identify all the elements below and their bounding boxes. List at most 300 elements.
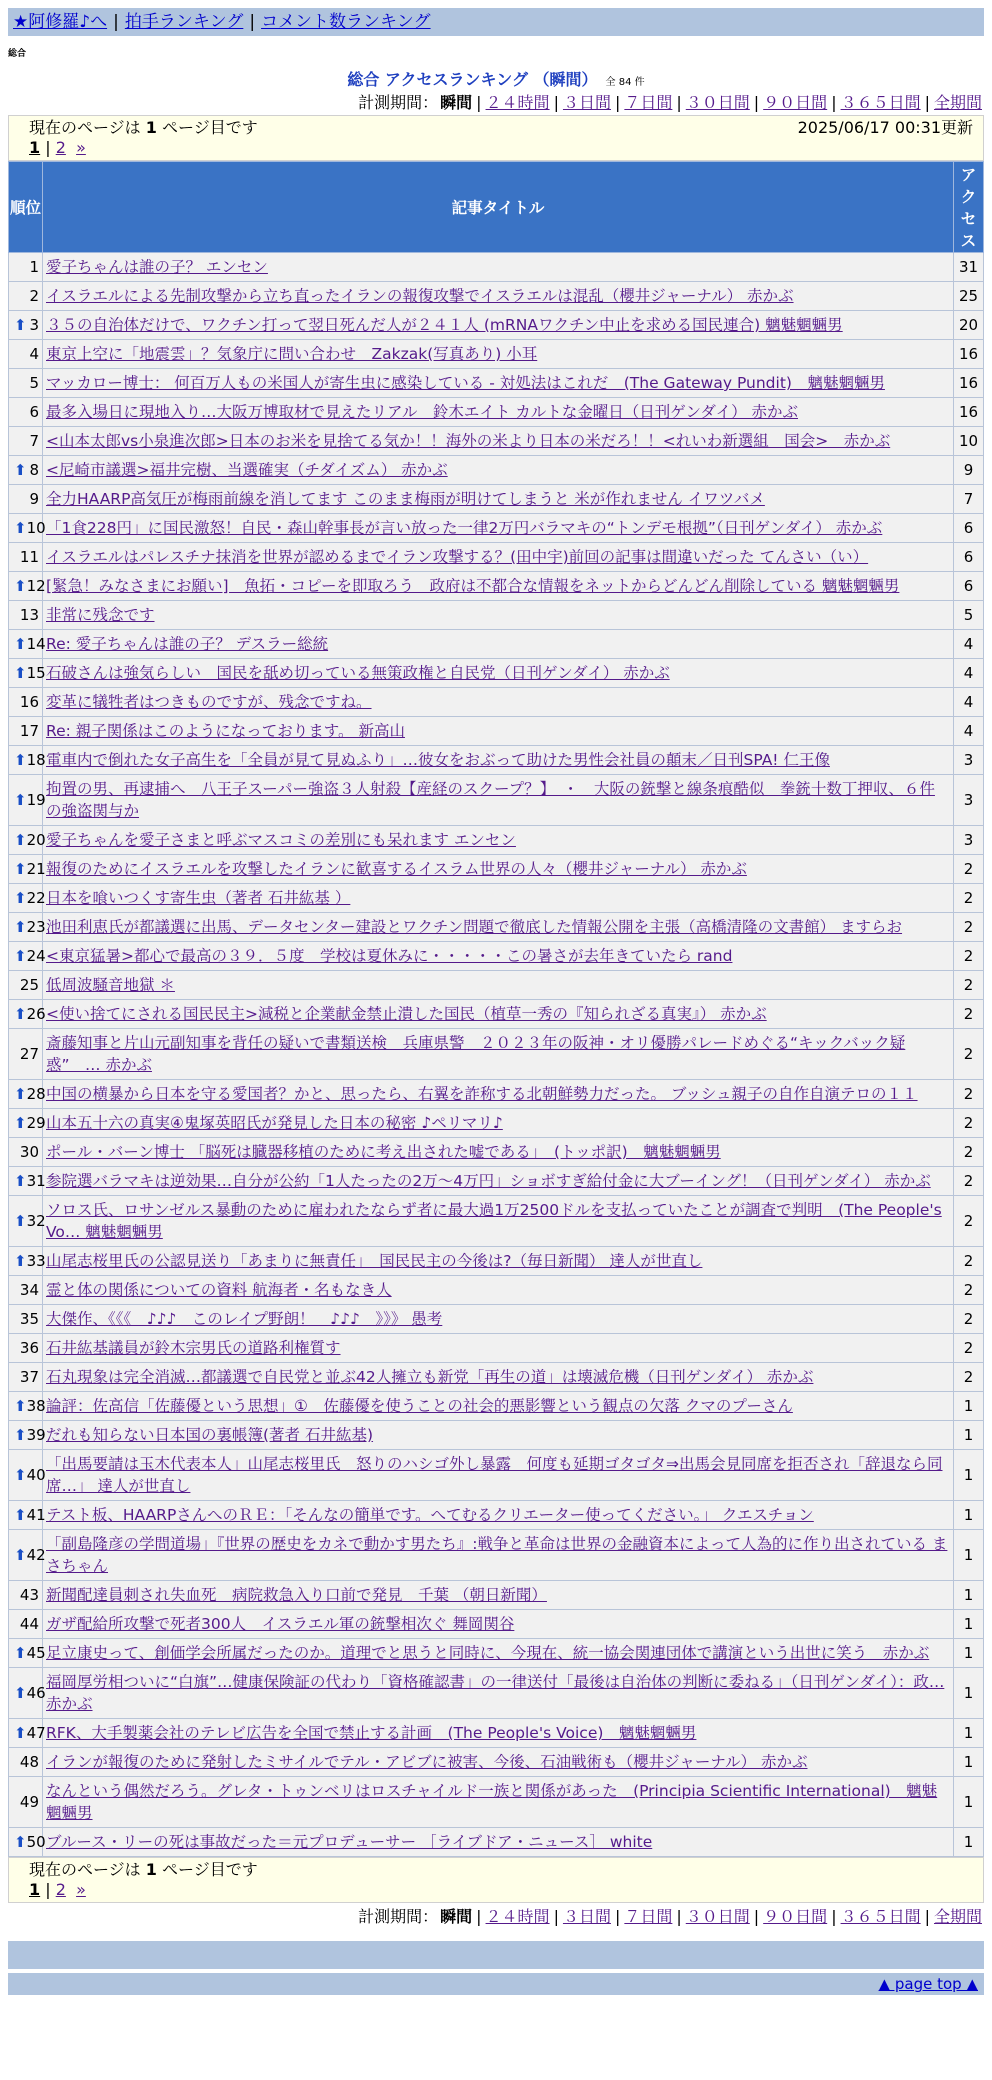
rank-number: 10 [26, 519, 46, 537]
table-row [9, 398, 984, 427]
article-link[interactable]: なんという偶然だろう。グレタ・トゥンベリはロスチャイルド一族と関係があった (Principia Scientific International) 魑魅魍魎男 [46, 1782, 938, 1822]
rank-number: 6 [29, 403, 39, 421]
access-count: 4 [954, 659, 984, 688]
rank-up-arrow-icon: ⬆ [14, 918, 27, 936]
rank-cell [9, 1610, 43, 1639]
table-row [9, 1748, 984, 1777]
rank-cell [9, 1080, 46, 1109]
period-separator: | [753, 1907, 760, 1926]
article-link[interactable]: イスラエルによる先制攻撃から立ち直ったイランの報復攻撃でイスラエルは混乱（櫻井ジャーナル） 赤かぶ [46, 287, 794, 305]
period-separator: | [831, 1907, 837, 1926]
access-count: 2 [954, 1363, 984, 1392]
article-link[interactable]: ソロス氏、ロサンゼルス暴動のために雇われたならず者に最大過1万2500ドルを支払っていたことが調査で判明 (The People's Vo… 魑魅魍魎男 [46, 1201, 942, 1241]
rank-cell [9, 942, 46, 971]
period-link[interactable]: ３６５日間 [840, 93, 921, 112]
rank-up-arrow-icon: ⬆ [14, 664, 27, 682]
article-link[interactable]: 足立康史って、創価学会所属だったのか。道理でと思うと同時に、今現在、統一協会関連団体で講演という出世に笑う 赤かぶ [46, 1644, 930, 1662]
pager-next[interactable]: » [76, 1880, 86, 1899]
rank-up-arrow-icon: ⬆ [14, 1252, 27, 1270]
article-link[interactable]: 最多入場日に現地入り…大阪万博取材で見えたリアル 鈴木エイト カルトな金曜日（日刊ゲンダイ） 赤かぶ [46, 403, 798, 421]
nav-separator: | [113, 12, 119, 32]
page-top-link[interactable]: ▲ page top ▲ [878, 1975, 978, 1993]
period-label: 計測期間： [358, 93, 439, 112]
rank-cell [9, 1530, 46, 1581]
article-link[interactable]: 中国の横暴から日本を守る愛国者？かと、思ったら、右翼を詐称する北朝鮮勢力だった。 ブッシュ親子の自作自演テロの１１ [46, 1085, 918, 1103]
rank-cell [9, 514, 46, 543]
pager: 1 | 2 » [29, 138, 86, 157]
access-count: 2 [954, 855, 984, 884]
rank-cell [9, 1305, 43, 1334]
rank-number: 20 [26, 831, 46, 849]
article-link[interactable]: ポール・バーン博士 「脳死は臓器移植のために考え出された嘘である」 (トッポ訳) 魑魅魍魎男 [46, 1143, 721, 1161]
table-row [9, 1029, 984, 1080]
period-current: 瞬間 [440, 1907, 473, 1926]
table-row [9, 1247, 984, 1276]
access-count: 4 [954, 630, 984, 659]
rank-up-arrow-icon: ⬆ [14, 1085, 27, 1103]
table-row [9, 1610, 984, 1639]
rank-number: 41 [26, 1506, 46, 1524]
rank-cell [9, 1167, 46, 1196]
article-link[interactable]: ブルース・リーの死は事故だった＝元プロデューサー ［ライブドア・ニュース］ white [46, 1833, 653, 1851]
table-row [9, 971, 984, 1000]
table-row [9, 1719, 984, 1748]
pager-current: 1 [29, 1880, 41, 1899]
table-row [9, 775, 984, 826]
updated-timestamp: 2025/06/17 00:31更新 [797, 118, 973, 137]
table-row [9, 427, 984, 456]
table-row [9, 1109, 984, 1138]
title-cell [43, 1581, 954, 1610]
period-link[interactable]: 全期間 [933, 1907, 982, 1926]
rank-cell [9, 826, 46, 855]
access-count: 2 [954, 913, 984, 942]
table-row [9, 1392, 984, 1421]
table-row [9, 1639, 984, 1668]
article-link[interactable]: 拘置の男、再逮捕へ 八王子スーパー強盗３人射殺【産経のスクープ？】 ・ 大阪の銃撃と線条痕酷似 拳銃十数丁押収、６件の強盗関与か [46, 780, 935, 820]
period-separator: | [924, 1907, 930, 1926]
period-link[interactable]: ２４時間 [485, 93, 550, 112]
rank-up-arrow-icon: ⬆ [14, 1644, 27, 1662]
article-link[interactable]: 報復のためにイスラエルを攻撃したイランに歓喜するイスラム世界の人々（櫻井ジャーナル） 赤かぶ [46, 860, 747, 878]
rank-up-arrow-icon: ⬆ [14, 1212, 27, 1230]
title-cell [43, 1167, 954, 1196]
article-link[interactable]: 参院選バラマキは逆効果…自分が公約「1人たったの2万～4万円」ショボすぎ給付金に大ブーイング！（日刊ゲンダイ） 赤かぶ [46, 1172, 931, 1190]
rank-cell [9, 1581, 43, 1610]
page-indicator-number: 1 [145, 1860, 157, 1879]
article-link[interactable]: ガザ配給所攻撃で死者300人 イスラエル軍の銃撃相次ぐ 舞岡関谷 [46, 1615, 515, 1633]
article-link[interactable]: 「1食228円」に国民激怒！自民・森山幹事長が言い放った一律2万円バラマキの“トンデモ根拠”（日刊ゲンダイ） 赤かぶ [46, 519, 883, 537]
access-count: 2 [954, 1276, 984, 1305]
title-cell [43, 1029, 954, 1080]
table-row [9, 1530, 984, 1581]
rank-number: 5 [29, 374, 39, 392]
article-link[interactable]: 電車内で倒れた女子高生を「全員が見て見ぬふり」…彼女をおぶって助けた男性会社員の顛末／日刊SPA! 仁王像 [46, 751, 830, 769]
rank-number: 16 [19, 693, 39, 711]
table-row [9, 1421, 984, 1450]
access-count: 1 [954, 1777, 984, 1828]
rank-cell [9, 717, 43, 746]
rank-up-arrow-icon: ⬆ [14, 751, 27, 769]
page-indicator-suffix: ページ目です [162, 1860, 258, 1879]
rank-cell [9, 1334, 43, 1363]
title-cell [43, 427, 954, 456]
rank-cell [9, 601, 43, 630]
ranking-table [8, 161, 984, 1857]
rank-cell [9, 1000, 46, 1029]
rank-cell [9, 1639, 46, 1668]
article-link[interactable]: 山尾志桜里氏の公認見送り「あまりに無責任」 国民民主の今後は?（毎日新聞） 達人が世直し [46, 1252, 703, 1270]
table-row [9, 1334, 984, 1363]
rank-number: 39 [26, 1426, 46, 1444]
rank-cell [9, 1196, 46, 1247]
rank-up-arrow-icon: ⬆ [14, 635, 27, 653]
title-cell [43, 688, 954, 717]
rank-number: 29 [26, 1114, 46, 1132]
period-link[interactable]: ９０日間 [763, 1907, 828, 1926]
rank-number: 46 [26, 1684, 46, 1702]
table-row [9, 282, 984, 311]
table-row [9, 543, 984, 572]
rank-cell [9, 746, 46, 775]
nav-applause-ranking-link[interactable]: 拍手ランキング [124, 12, 244, 32]
page-indicator-prefix: 現在のページは [29, 118, 141, 137]
rank-up-arrow-icon: ⬆ [14, 947, 27, 965]
article-link[interactable]: 斎藤知事と片山元副知事を背任の疑いで書類送検 兵庫県警 ２０２３年の阪神・オリ優勝パレードめぐる“キックバック疑惑” … 赤かぶ [46, 1034, 906, 1074]
rank-number: 48 [19, 1753, 39, 1771]
article-link[interactable]: 新聞配達員刺され失血死 病院救急入り口前で発見 千葉 （朝日新聞） [46, 1586, 547, 1604]
title-cell [43, 398, 954, 427]
rank-up-arrow-icon: ⬆ [14, 461, 27, 479]
period-separator: | [924, 93, 930, 112]
access-count: 6 [954, 572, 984, 601]
rank-cell [9, 1777, 43, 1828]
article-link[interactable]: 全力HAARP高気圧が梅雨前線を消してます このまま梅雨が明けてしまうと 米が作れません イワツバメ [46, 490, 765, 508]
rank-number: 33 [26, 1252, 46, 1270]
access-count: 2 [954, 1109, 984, 1138]
rank-cell [9, 1828, 46, 1857]
article-link[interactable]: マッカロー博士： 何百万人もの米国人が寄生虫に感染している - 対処法はこれだ (The Gateway Pundit) 魑魅魍魎男 [46, 374, 885, 392]
period-link[interactable]: ２４時間 [485, 1907, 550, 1926]
access-count: 1 [954, 1392, 984, 1421]
period-separator: | [831, 93, 837, 112]
rank-up-arrow-icon: ⬆ [14, 831, 27, 849]
title-cell [43, 1392, 954, 1421]
table-row [9, 456, 984, 485]
rank-cell [9, 427, 43, 456]
table-row [9, 1276, 984, 1305]
article-link[interactable]: 低周波騒音地獄 ＊ [46, 976, 175, 994]
rank-number: 2 [29, 287, 39, 305]
table-row [9, 826, 984, 855]
article-link[interactable]: 日本を喰いつくす寄生虫（著者 石井紘基 ） [46, 889, 351, 907]
rank-up-arrow-icon: ⬆ [14, 519, 27, 537]
title-cell [43, 253, 954, 282]
table-row [9, 1167, 984, 1196]
access-count: 1 [954, 1828, 984, 1857]
article-link[interactable]: ３５の自治体だけで、ワクチン打って翌日死んだ人が２４１人 (mRNAワクチン中止を求める国民連合) 魑魅魍魎男 [46, 316, 843, 334]
rank-number: 12 [26, 577, 46, 595]
title-cell [43, 1138, 954, 1167]
title-cell [43, 659, 954, 688]
article-link[interactable]: テスト板、HAARPさんへのＲＥ：「そんなの簡単です。へてむるクリエーター使ってください。」 クエスチョン [46, 1506, 814, 1524]
article-link[interactable]: 石井紘基議員が鈴木宗男氏の道路利権質す [46, 1339, 341, 1357]
rank-number: 42 [26, 1546, 46, 1564]
table-row [9, 253, 984, 282]
article-link[interactable]: Re: 愛子ちゃんは誰の子？ デスラー総統 [46, 635, 329, 653]
title-cell [43, 456, 954, 485]
article-link[interactable]: 論評：佐高信「佐藤優という思想」① 佐藤優を使うことの社会的悪影響という観点の欠落 クマのプーさん [46, 1397, 793, 1415]
article-link[interactable]: <山本太郎vs小泉進次郎>日本のお米を見捨てる気か！！海外の米より日本の米だろ！！<れいわ新選組 国会> 赤かぶ [46, 432, 891, 450]
table-row [9, 601, 984, 630]
period-link[interactable]: ３日間 [562, 1907, 611, 1926]
article-link[interactable]: イスラエルはパレスチナ抹消を世界が認めるまでイラン攻撃する？(田中宇)前回の記事は間違いだった てんさい（い） [46, 548, 869, 566]
nav-comment-ranking-link[interactable]: コメント数ランキング [261, 12, 431, 32]
article-link[interactable]: <使い捨てにされる国民民主>減税と企業献金禁止潰した国民（植草一秀の『知られざる真実』） 赤かぶ [46, 1005, 767, 1023]
title-cell [43, 913, 954, 942]
pager-page-2[interactable]: 2 [55, 138, 66, 157]
page-info-bottom [8, 1857, 984, 1903]
article-link[interactable]: 福岡厚労相ついに“白旗”…健康保険証の代わり「資格確認書」の一律送付「最後は自治体の判断に委ねる」（日刊ゲンダイ）：政… 赤かぶ [46, 1673, 945, 1713]
title-cell [43, 971, 954, 1000]
table-row [9, 1080, 984, 1109]
title-cell [43, 1501, 954, 1530]
rank-number: 35 [19, 1310, 39, 1328]
header-rank: 順位 [9, 162, 43, 253]
table-row [9, 884, 984, 913]
article-link[interactable]: [緊急！みなさまにお願い] 魚拓・コピーを即取ろう 政府は不都合な情報をネットからどんどん削除している 魑魅魍魎男 [46, 577, 900, 595]
rank-number: 9 [29, 490, 39, 508]
title-cell [43, 1777, 954, 1828]
access-count: 5 [954, 601, 984, 630]
rank-number: 4 [29, 345, 39, 363]
title-cell [43, 942, 954, 971]
access-count: 1 [954, 1501, 984, 1530]
table-row [9, 913, 984, 942]
nav-home-link[interactable]: ★阿修羅♪へ [13, 12, 108, 32]
rank-number: 14 [26, 635, 46, 653]
rank-number: 13 [19, 606, 39, 624]
access-count: 4 [954, 688, 984, 717]
rank-number: 23 [26, 918, 46, 936]
access-count: 2 [954, 1000, 984, 1029]
title-cell [43, 485, 954, 514]
pager-current: 1 [29, 138, 41, 157]
rank-cell [9, 775, 46, 826]
title-cell [43, 1276, 954, 1305]
title-cell [43, 572, 954, 601]
rank-up-arrow-icon: ⬆ [14, 1506, 27, 1524]
access-count: 10 [954, 427, 984, 456]
title-cell [43, 826, 954, 855]
table-row [9, 1450, 984, 1501]
rank-up-arrow-icon: ⬆ [14, 1833, 27, 1851]
access-count: 3 [954, 746, 984, 775]
period-link[interactable]: ３日間 [562, 93, 611, 112]
table-row [9, 1501, 984, 1530]
header-access: アクセス [954, 162, 984, 253]
rank-number: 36 [19, 1339, 39, 1357]
page-indicator-number: 1 [145, 118, 157, 137]
access-count: 16 [954, 398, 984, 427]
pager-page-2[interactable]: 2 [55, 1880, 66, 1899]
period-separator: | [553, 1907, 559, 1926]
title-cell [43, 717, 954, 746]
access-count: 1 [954, 1450, 984, 1501]
article-link[interactable]: 石破さんは強気らしい 国民を舐め切っている無策政権と自民党（日刊ゲンダイ） 赤かぶ [46, 664, 670, 682]
article-link[interactable]: 変革に犠牲者はつきものですが、残念ですね。 [46, 693, 372, 711]
table-row [9, 1305, 984, 1334]
period-separator: | [553, 93, 559, 112]
rank-cell [9, 1029, 43, 1080]
rank-number: 18 [26, 751, 46, 769]
rank-number: 30 [19, 1143, 39, 1161]
page-title [8, 67, 984, 90]
rank-up-arrow-icon: ⬆ [14, 1724, 27, 1742]
rank-cell [9, 1392, 46, 1421]
access-count: 2 [954, 1196, 984, 1247]
title-cell [43, 1109, 954, 1138]
title-cell [43, 1196, 954, 1247]
rank-up-arrow-icon: ⬆ [14, 1172, 27, 1190]
rank-cell [9, 855, 46, 884]
rank-cell [9, 340, 43, 369]
access-count: 2 [954, 1138, 984, 1167]
rank-cell [9, 543, 43, 572]
rank-number: 47 [26, 1724, 46, 1742]
access-count: 1 [954, 1748, 984, 1777]
access-count: 6 [954, 514, 984, 543]
rank-number: 32 [26, 1212, 46, 1230]
table-row [9, 1196, 984, 1247]
article-link[interactable]: 石丸現象は完全消滅…都議選で自民党と並ぶ42人擁立も新党「再生の道」は壊滅危機（日刊ゲンダイ） 赤かぶ [46, 1368, 814, 1386]
article-link[interactable]: RFK、大手製薬会社のテレビ広告を全国で禁止する計画 (The People's Voice) 魑魅魍魎男 [46, 1724, 697, 1742]
rank-number: 27 [19, 1045, 39, 1063]
article-link[interactable]: 東京上空に「地震雲」？気象庁に問い合わせ Zakzak(写真あり) 小耳 [46, 345, 538, 363]
article-link[interactable]: 山本五十六の真実④鬼塚英昭氏が発見した日本の秘密 ♪ペリマリ♪ [46, 1114, 503, 1132]
table-row [9, 369, 984, 398]
article-link[interactable]: 霊と体の関係についての資料 航海者・名もなき人 [46, 1281, 392, 1299]
rank-cell [9, 913, 46, 942]
rank-number: 3 [29, 316, 39, 334]
access-count: 1 [954, 1421, 984, 1450]
rank-cell [9, 659, 46, 688]
rank-cell [9, 456, 43, 485]
table-row [9, 572, 984, 601]
rank-number: 11 [19, 548, 39, 566]
period-selector [8, 1907, 984, 1927]
pager: 1 | 2 » [29, 1880, 86, 1899]
access-count: 1 [954, 1581, 984, 1610]
article-link[interactable]: 「出馬要請は玉木代表本人」山尾志桜里氏 怒りのハシゴ外し暴露 何度も延期ゴタゴタ⇒出馬会見同席を拒否され「辞退なら同席…」 達人が世直し [46, 1455, 943, 1495]
ranking-header-row [9, 162, 984, 253]
period-link[interactable]: ３０日間 [685, 1907, 750, 1926]
rank-number: 49 [19, 1793, 39, 1811]
title-cell [43, 1305, 954, 1334]
article-link[interactable]: <東京猛暑>都心で最高の３９．５度 学校は夏休みに・・・・・この暑さが去年きていたら rand [46, 947, 733, 965]
rank-cell [9, 311, 43, 340]
rank-cell [9, 253, 43, 282]
rank-up-arrow-icon: ⬆ [14, 1426, 27, 1444]
period-link[interactable]: ７日間 [624, 93, 673, 112]
article-link[interactable]: だれも知らない日本国の裏帳簿(著者 石井紘基) [46, 1426, 374, 1444]
rank-number: 37 [19, 1368, 39, 1386]
period-link[interactable]: ９０日間 [763, 93, 828, 112]
title-cell [43, 1748, 954, 1777]
rank-up-arrow-icon: ⬆ [14, 1005, 27, 1023]
rank-cell [9, 282, 43, 311]
title-cell [43, 1247, 954, 1276]
article-link[interactable]: 「副島隆彦の学問道場」『世界の歴史をカネで動かす男たち』:戦争と革命は世界の金融資本によって人為的に作り出されている まさちゃん [46, 1535, 948, 1575]
rank-number: 44 [19, 1615, 39, 1633]
title-cell [43, 340, 954, 369]
period-current: 瞬間 [440, 93, 473, 112]
rank-cell [9, 630, 46, 659]
table-row [9, 311, 984, 340]
table-row [9, 1363, 984, 1392]
period-separator: | [676, 93, 682, 112]
title-cell [43, 1363, 954, 1392]
article-link[interactable]: <尼崎市議選>福井完樹、当選確実（チダイズム） 赤かぶ [46, 461, 448, 479]
article-link[interactable]: 池田利恵氏が都議選に出馬、データセンター建設とワクチン問題で徹底した情報公開を主張（高橋清隆の文書館） ますらお [46, 918, 903, 936]
period-separator: | [753, 93, 760, 112]
access-count: 2 [954, 1305, 984, 1334]
rank-number: 50 [26, 1833, 46, 1851]
article-link[interactable]: Re: 親子関係はこのようになっております。 新高山 [46, 722, 405, 740]
period-link[interactable]: 全期間 [933, 93, 982, 112]
rank-number: 1 [29, 258, 39, 276]
access-count: 2 [954, 971, 984, 1000]
article-link[interactable]: 愛子ちゃんは誰の子？ エンセン [46, 258, 268, 276]
table-row [9, 514, 984, 543]
table-row [9, 485, 984, 514]
period-link[interactable]: ３６５日間 [840, 1907, 921, 1926]
title-cell [43, 1639, 954, 1668]
rank-number: 19 [26, 791, 46, 809]
page-info-top [8, 115, 984, 161]
access-count: 1 [954, 1639, 984, 1668]
rank-cell [9, 1719, 46, 1748]
access-count: 2 [954, 1080, 984, 1109]
title-cell [43, 1450, 954, 1501]
footer-bar [8, 1941, 984, 1969]
table-row [9, 1000, 984, 1029]
pager-next[interactable]: » [76, 138, 86, 157]
access-count: 16 [954, 340, 984, 369]
period-link[interactable]: ７日間 [624, 1907, 673, 1926]
rank-cell [9, 1247, 46, 1276]
table-row [9, 717, 984, 746]
article-link[interactable]: 非常に残念です [46, 606, 155, 624]
title-cell [43, 1719, 954, 1748]
nav-separator: | [249, 12, 256, 32]
total-count: 全 84 件 [605, 77, 645, 88]
period-link[interactable]: ３０日間 [685, 93, 750, 112]
access-count: 2 [954, 1167, 984, 1196]
title-cell [43, 601, 954, 630]
page-title-text: 総合 アクセスランキング （瞬間） [347, 70, 598, 89]
rank-up-arrow-icon: ⬆ [14, 1397, 27, 1415]
rank-number: 38 [26, 1397, 46, 1415]
rank-number: 40 [26, 1466, 46, 1484]
page-indicator-suffix: ページ目です [162, 118, 258, 137]
rank-number: 31 [26, 1172, 46, 1190]
article-link[interactable]: イランが報復のために発射したミサイルでテル・アビブに被害、今後、石油戦術も（櫻井ジャーナル） 赤かぶ [46, 1753, 808, 1771]
article-link[interactable]: 大傑作、《《《 ♪♪♪ このレイプ野朗！ ♪♪♪ 》》》 愚考 [46, 1310, 443, 1328]
rank-cell [9, 971, 43, 1000]
table-row [9, 1138, 984, 1167]
article-link[interactable]: 愛子ちゃんを愛子さまと呼ぶマスコミの差別にも呆れます エンセン [46, 831, 516, 849]
